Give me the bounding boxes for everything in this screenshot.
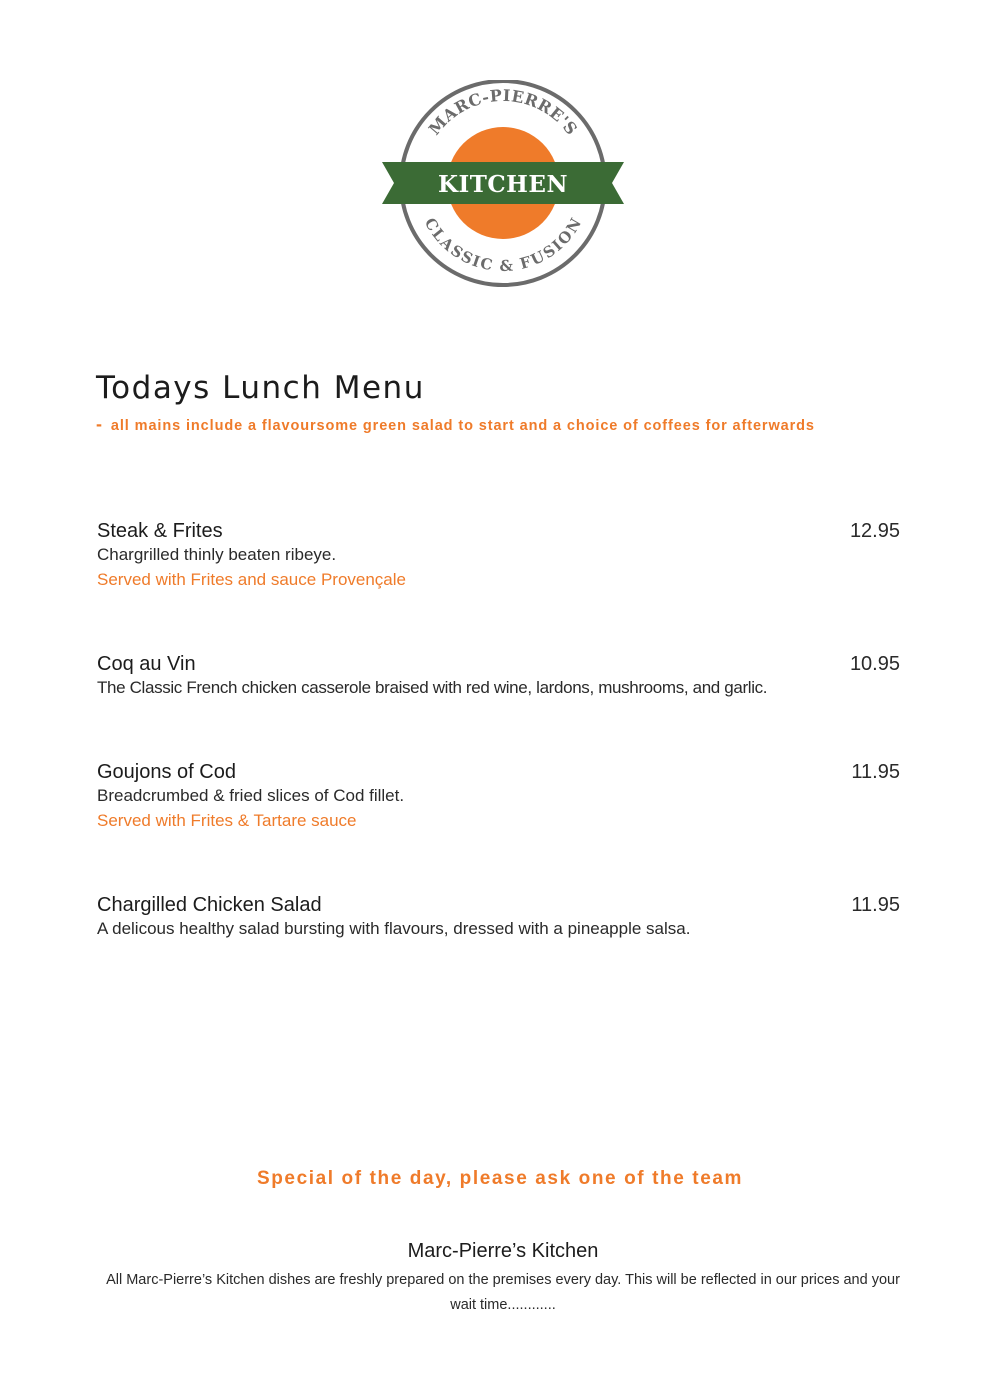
menu-item-price: 10.95 <box>849 653 900 675</box>
menu-item-name: Coq au Vin <box>97 653 196 675</box>
menu-item-goujons-of-cod <box>97 760 902 834</box>
menu-item-name: Goujons of Cod <box>97 761 236 783</box>
footer-text: All Marc-Pierre’s Kitchen dishes are freshly prepared on the premises every day. This will be reflected in our prices and your wait time............ <box>106 1272 900 1313</box>
menu-item-note: Served with Frites and sauce Provençale <box>97 570 406 589</box>
restaurant-logo <box>380 80 626 290</box>
menu-item-name: Steak & Frites <box>97 520 223 542</box>
menu-item-description: A delicous healthy salad bursting with flavours, dressed with a pineapple salsa. <box>97 919 691 938</box>
menu-item-price: 11.95 <box>851 894 900 916</box>
footer-title: Marc-Pierre’s Kitchen <box>407 1240 599 1262</box>
menu-item-coq-au-vin <box>97 652 902 700</box>
subtitle-text: all mains include a flavoursome green salad to start and a choice of coffees for afterwards <box>110 418 815 434</box>
subtitle-dash: - <box>96 414 103 434</box>
menu-subtitle <box>96 414 815 435</box>
menu-item-description: Chargrilled thinly beaten ribeye. <box>97 545 337 564</box>
menu-item-note: Served with Frites & Tartare sauce <box>97 811 357 830</box>
menu-item-description: The Classic French chicken casserole braised with red wine, lardons, mushrooms, and garlic. <box>97 678 768 697</box>
logo-bottom-text: CLASSIC & FUSION <box>420 214 586 276</box>
menu-item-steak-frites <box>97 519 902 593</box>
menu-item-price: 12.95 <box>849 520 900 542</box>
special-of-the-day: Special of the day, please ask one of the team <box>256 1168 744 1189</box>
menu-title: Todays Lunch Menu <box>96 370 425 406</box>
logo-banner-text: KITCHEN <box>438 171 568 198</box>
logo-top-text: MARC-PIERRE'S <box>424 85 582 139</box>
menu-item-description: Breadcrumbed & fried slices of Cod fillet. <box>97 786 405 805</box>
menu-item-chicken-salad <box>97 893 902 941</box>
menu-item-name: Chargilled Chicken Salad <box>97 894 322 916</box>
menu-item-price: 11.95 <box>851 761 900 783</box>
